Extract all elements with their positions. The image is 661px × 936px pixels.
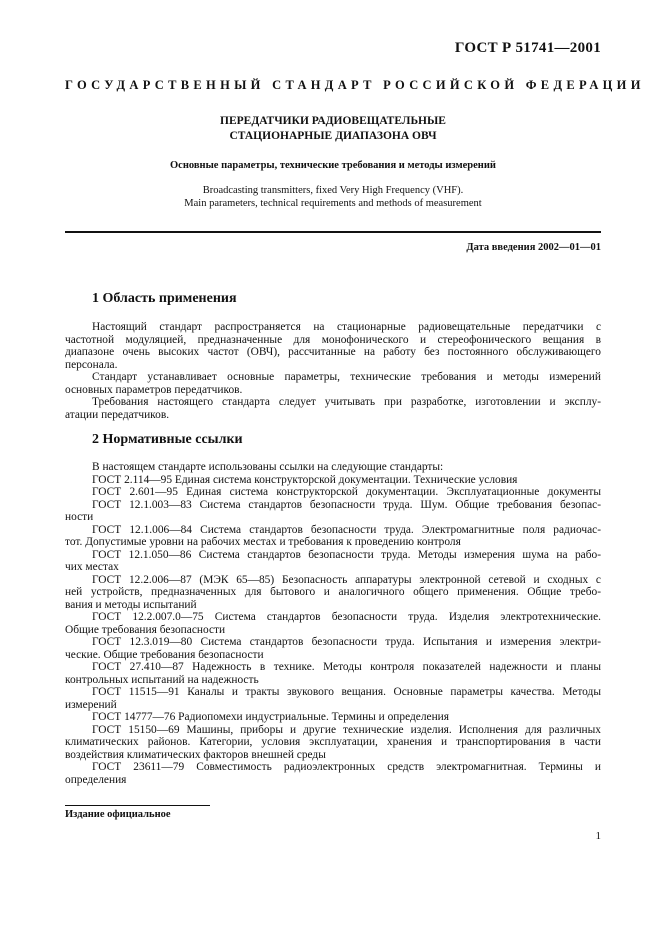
reference-line: климатических районов. Категории, условия эксплуатации, хранения и транспортирования в части: [65, 736, 601, 748]
reference-line: ГОСТ 12.1.006—84 Система стандартов безопасности труда. Электромагнитные поля радиочас-: [92, 523, 601, 536]
reference-line: ГОСТ 12.3.019—80 Система стандартов безопасности труда. Испытания и измерения электри-: [92, 636, 601, 648]
reference-line: измерений: [65, 698, 117, 711]
reference-line: ГОСТ 2.114—95 Единая система конструкторской документации. Технические условия: [92, 473, 518, 486]
reference-line: ГОСТ 12.2.007.0—75 Система стандартов безопасности труда. Изделия электротехнические.: [92, 611, 601, 623]
document-title: [65, 114, 601, 144]
normative-references-list: [65, 461, 601, 786]
reference-line: ГОСТ 12.2.006—87 (МЭК 65—85) Безопасность аппаратуры электронной сетевой и сходных с: [92, 573, 601, 586]
reference-line: определения: [65, 773, 127, 786]
introduction-date: Дата введения 2002—01—01: [466, 242, 601, 253]
paragraph-line: диапазоне очень высоких частот (ОВЧ), рассчитанные на работу без постоянного обслуживающего: [65, 346, 601, 358]
reference-line: ГОСТ 11515—91 Каналы и тракты звукового вещания. Основные параметры качества. Методы: [92, 686, 601, 698]
state-standard-banner: ГОСУДАРСТВЕННЫЙ СТАНДАРТ РОССИЙСКОЙ ФЕДЕРАЦИИ: [65, 78, 645, 92]
english-title-line-1: Broadcasting transmitters, fixed Very High Frequency (VHF).: [202, 185, 464, 196]
reference-line: Общие требования безопасности: [65, 623, 226, 636]
reference-line: ГОСТ 27.410—87 Надежность в технике. Методы контроля показателей надежности и планы: [92, 661, 601, 673]
english-title: [65, 184, 601, 210]
reference-line: контрольных испытаний на надежность: [65, 673, 259, 686]
section-1-heading: 1 Область применения: [92, 291, 237, 306]
section-2-heading: 2 Нормативные ссылки: [92, 432, 243, 447]
reference-line: чих местах: [65, 561, 119, 573]
section-1-paragraph-2: [65, 371, 601, 396]
reference-line: ГОСТ 15150—69 Машины, приборы и другие технические изделия. Исполнения для различных: [92, 723, 601, 736]
section-1-paragraph-3: [65, 396, 601, 421]
edition-label: Издание официальное: [65, 809, 171, 820]
paragraph-line: основных параметров передатчиков.: [65, 383, 243, 396]
reference-line: ГОСТ 23611—79 Совместимость радиоэлектронных средств электромагнитная. Термины и: [92, 761, 601, 773]
reference-line: ней устройств, предназначенных для бытового и аналогичного общего применения. Общие требо-: [65, 586, 601, 598]
paragraph-line: Стандарт устанавливает основные параметры, технические требования и методы измерений: [92, 371, 601, 383]
reference-line: ГОСТ 2.601—95 Единая система конструкторской документации. Эксплуатационные документы: [92, 486, 601, 498]
paragraph-line: персонала.: [65, 358, 118, 371]
section-1-paragraph-1: [65, 321, 601, 371]
reference-line: вания и методы испытаний: [65, 598, 197, 611]
title-line-2: СТАЦИОНАРНЫЕ ДИАПАЗОНА ОВЧ: [229, 130, 437, 142]
document-subtitle: Основные параметры, технические требования и методы измерений: [170, 160, 496, 171]
english-title-line-2: Main parameters, technical requirements and methods of measurement: [184, 198, 482, 209]
reference-line: воздействия климатических факторов внешней среды: [65, 748, 326, 761]
paragraph-line: Требования настоящего стандарта следует учитывать при разработке, изготовлении и эксплу-: [92, 396, 601, 408]
title-line-1: ПЕРЕДАТЧИКИ РАДИОВЕЩАТЕЛЬНЫЕ: [220, 115, 446, 127]
footer-divider: [65, 805, 210, 806]
paragraph-line: частотной модуляцией, предназначенные для монофонического и стереофонического вещания в: [65, 333, 601, 346]
reference-line: ГОСТ 12.1.003—83 Система стандартов безопасности труда. Шум. Общие требования безопас-: [92, 498, 601, 511]
paragraph-line: Настоящий стандарт распространяется на стационарные радиовещательные передатчики с: [92, 321, 601, 333]
reference-line: В настоящем стандарте использованы ссылки на следующие стандарты:: [92, 461, 444, 473]
header-divider: [65, 231, 601, 233]
page-number: 1: [595, 830, 601, 842]
reference-line: тот. Допустимые уровни на рабочих местах и требования к проведению контроля: [65, 536, 461, 548]
document-id: ГОСТ Р 51741—2001: [454, 40, 601, 56]
reference-line: ГОСТ 14777—76 Радиопомехи индустриальные. Термины и определения: [92, 711, 450, 723]
reference-line: ГОСТ 12.1.050—86 Система стандартов безопасности труда. Методы измерения шума на рабо-: [92, 548, 601, 561]
reference-line: ческие. Общие требования безопасности: [65, 648, 264, 661]
reference-line: ности: [65, 511, 94, 523]
paragraph-line: атации передатчиков.: [65, 408, 170, 421]
